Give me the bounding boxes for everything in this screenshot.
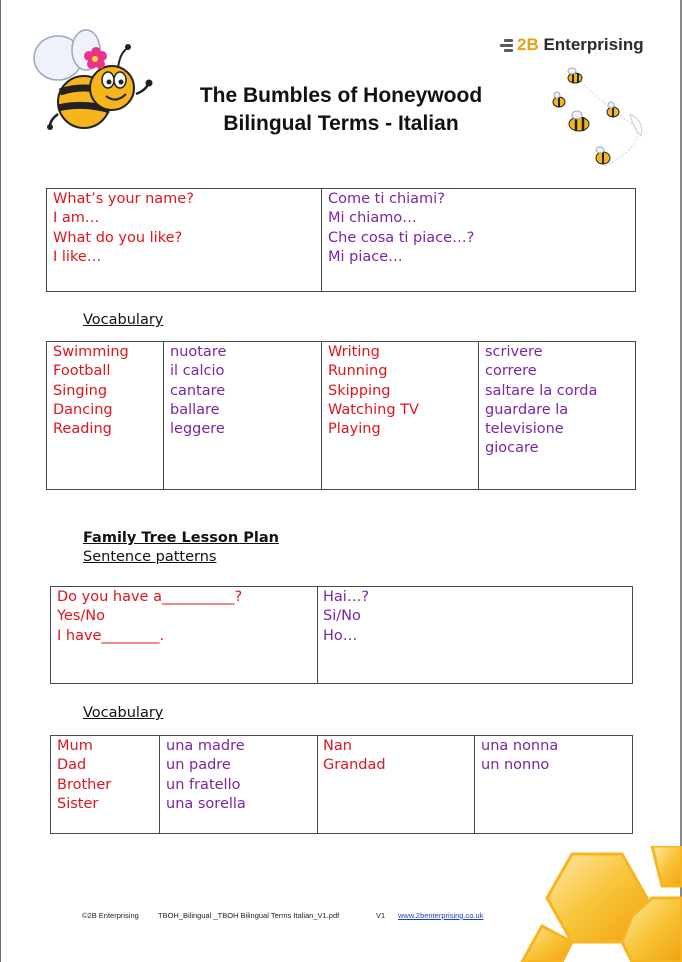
phrases-table [46,188,636,292]
vocab1-english-col1 [53,343,129,439]
vocab2-item: Dad [57,757,87,774]
vocab1-item: leggere [170,421,225,438]
vocab1-item: Playing [328,421,381,438]
vocab2-item: Mum [57,738,93,754]
vocab2-italian-col2 [166,737,246,814]
phrase-it-3: Che cosa ti piace…? [328,229,475,246]
vocab1-item: ballare [170,401,220,418]
phrase-en-4: I like… [53,248,102,265]
phrase-it-1: Come ti chiami? [328,191,445,207]
vocab1-item: Football [53,363,111,380]
pattern-en-1: Do you have a__________? [57,589,243,605]
phrase-it-4: Mi piace… [328,248,403,265]
phrase-en-3: What do you like? [53,229,183,246]
logo-word: Enterprising [538,35,644,54]
vocab1-item: il calcio [170,363,225,380]
sentence-patterns-table [50,586,633,684]
vocab1-italian-col4 [485,343,597,459]
vocab1-item: scrivere [485,344,543,360]
vocab1-item: Singing [53,382,108,399]
footer-link-wrap [398,911,483,920]
logo-bars-icon [500,36,514,54]
vocab2-item: una madre [166,738,245,754]
page-left-edge [0,0,1,962]
vocab2-item: un padre [166,757,231,774]
footer-website-link[interactable]: www.2benterprising.co.uk [398,911,484,920]
honeycomb-decoration-icon [512,846,682,962]
vocab1-item: televisione [485,421,564,438]
phrase-it-2: Mi chiamo… [328,210,417,227]
vocab1-item: Reading [53,421,112,438]
sentence-patterns-heading: Sentence patterns [83,549,217,565]
vocab1-item: nuotare [170,344,227,360]
vocab2-item: un fratello [166,776,241,793]
patterns-italian-column [323,588,369,646]
vocab2-english-col3 [323,737,386,776]
family-tree-heading: Family Tree Lesson Plan [83,530,279,546]
phrase-en-1: What’s your name? [53,191,194,207]
footer-version: V1 [376,911,386,920]
vocab2-item: Nan [323,738,352,754]
pattern-en-3: I have________. [57,627,165,644]
vocab1-item: giocare [485,440,539,457]
vocab2-english-col1 [57,737,111,814]
pattern-it-1: Hai…? [323,589,370,605]
vocab1-english-col3 [328,343,419,439]
vocab2-item: un nonno [481,757,550,774]
vocab1-item: Swimming [53,344,129,360]
vocab2-item: Grandad [323,757,386,774]
vocab1-italian-col2 [170,343,226,439]
vocabulary-heading-2: Vocabulary [83,705,164,721]
vocab1-item: cantare [170,382,226,399]
vocab1-item: guardare la [485,401,569,418]
vocabulary-table-1 [46,341,636,490]
bee-mascot-icon [28,22,160,134]
company-logo [500,34,644,56]
phrases-italian-column [328,190,474,267]
vocab2-italian-col4 [481,737,558,776]
vocab2-item: una nonna [481,738,559,754]
footer-copyright: ©2B Enterprising [82,911,139,920]
vocab1-item: correre [485,363,537,380]
vocab2-item: Brother [57,776,112,793]
phrase-en-2: I am… [53,210,100,227]
page-title: The Bumbles of Honeywood [199,84,483,107]
patterns-english-column [57,588,242,646]
vocabulary-table-2 [50,735,633,834]
pattern-it-3: Ho… [323,627,358,644]
vocab1-item: Running [328,363,388,380]
pattern-en-2: Yes/No [57,608,106,625]
vocab1-item: Watching TV [328,401,419,418]
vocab1-item: Writing [328,344,380,360]
logo-number: 2B [517,35,539,54]
vocab1-item: saltare la corda [485,382,598,399]
footer-filename: TBOH_Bilingual _TBOH Bilingual Terms Italian_V1.pdf [158,911,340,920]
vocab1-item: Dancing [53,401,113,418]
pattern-it-2: Si/No [323,608,361,625]
vocab1-item: Skipping [328,382,391,399]
vocab2-item: una sorella [166,795,246,812]
page-subtitle: Bilingual Terms - Italian [223,112,459,135]
phrases-english-column [53,190,194,267]
small-bees-icon [545,66,655,172]
vocabulary-heading-1: Vocabulary [83,312,164,328]
vocab2-item: Sister [57,795,99,812]
